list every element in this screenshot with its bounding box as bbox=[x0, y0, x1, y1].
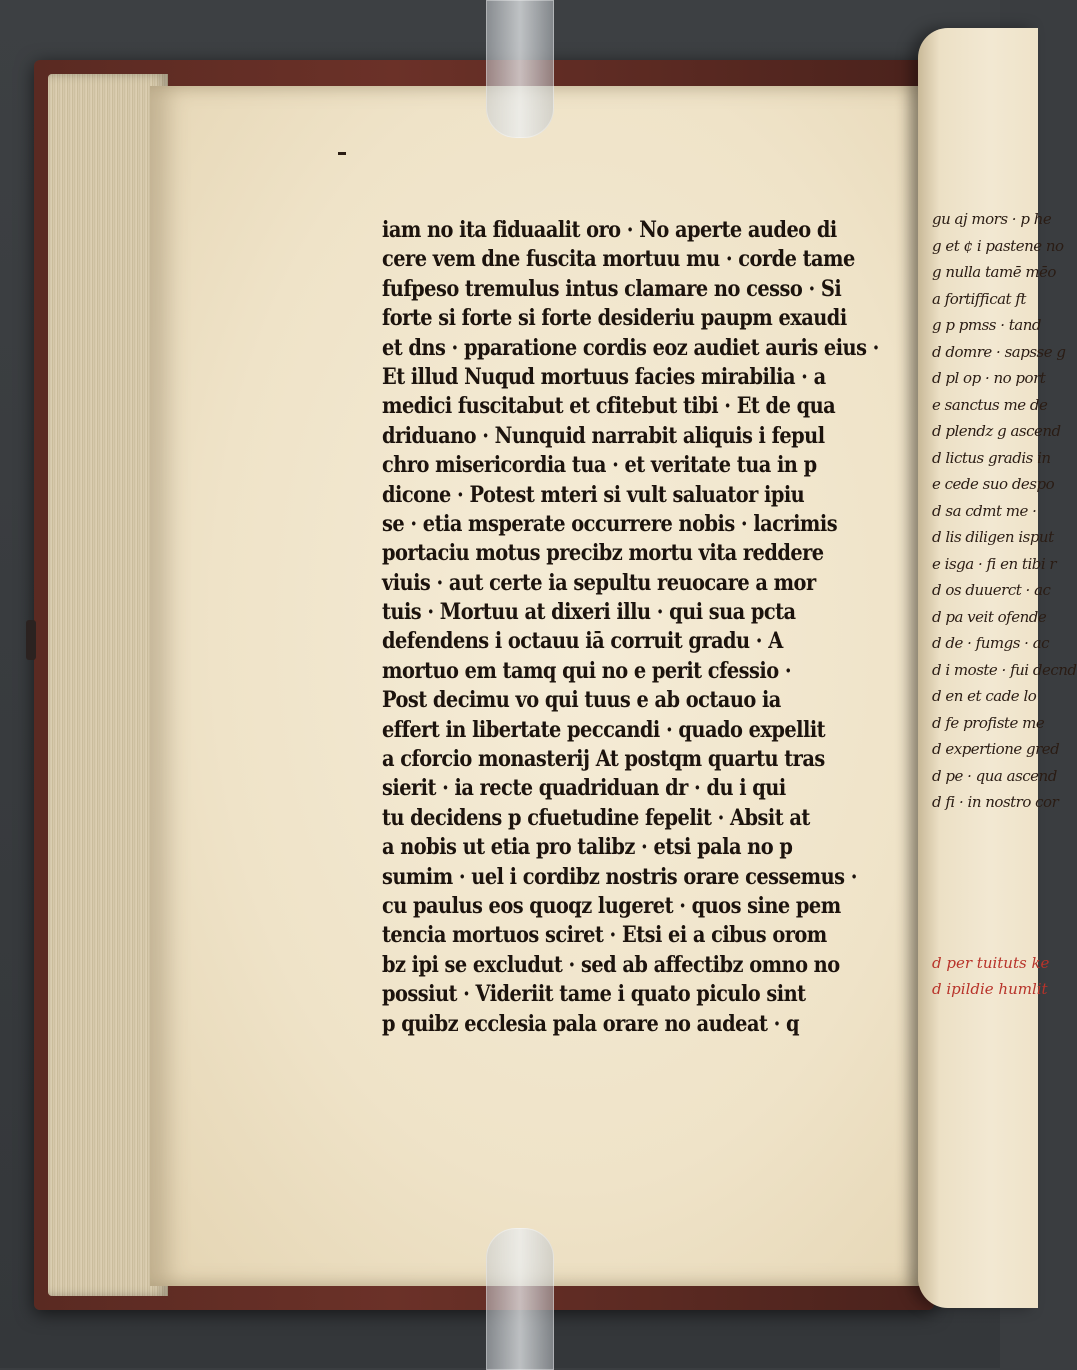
manuscript-line: Post decimu vo qui tuus e ab octauo ia bbox=[382, 687, 781, 714]
book-clasp bbox=[26, 620, 36, 660]
manuscript-line: cere vem dne fuscita mortuu mu · corde tame bbox=[382, 246, 855, 273]
recto-rubric: d per tuituts ke d ipildie humlit bbox=[932, 954, 1050, 998]
manuscript-line: mortuo em tamq qui no e perit cfessio · bbox=[382, 657, 792, 684]
manuscript-line: a cforcio monasterij At postqm quartu tras bbox=[382, 746, 825, 773]
manuscript-line: medici fuscitabut et cfitebut tibi · Et de qua bbox=[382, 393, 836, 420]
manuscript-line: defendens i octauu iā corruit gradu · A bbox=[382, 628, 783, 655]
manuscript-line: Et illud Nuqud mortuus facies mirabilia · a bbox=[382, 363, 826, 390]
manuscript-line: sierit · ia recte quadriduan dr · du i qui bbox=[382, 775, 786, 802]
manuscript-line: se · etia msperate occurrere nobis · lacrimis bbox=[382, 510, 838, 537]
manuscript-line: possiut · Videriit tame i quato piculo sint bbox=[382, 981, 806, 1008]
recto-text: gu aj mors · p he g et ¢ i pastene no g nulla tamē mēo a fortifficat ft g p pmss · tand d domre · sapsse g d pl op · no port e sanctus me de d plendz g ascend d lictus gradis in e cede suo despo d sa cdmt me · d lis diligen isput e isga · fi en tibi r d os duuerct · ac d pa veit ofende d de · fumgs · ac d i moste · fui decnd d en et cade lo d fe profiste me d expertione gred d pe · qua ascend d fi · in nostro cor bbox=[932, 210, 1077, 811]
manuscript-line: fufpeso tremulus intus clamare no cesso · Si bbox=[382, 275, 842, 302]
recto-page-edge bbox=[918, 28, 1077, 1308]
manuscript-line: a nobis ut etia pro talibz · etsi pala no p bbox=[382, 834, 793, 861]
manuscript-line: et dns · pparatione cordis eoz audiet auris eius · bbox=[382, 334, 879, 361]
manuscript-line: tuis · Mortuu at dixeri illu · qui sua pcta bbox=[382, 599, 796, 626]
manuscript-line: driduano · Nunquid narrabit aliquis i fepul bbox=[382, 422, 825, 449]
manuscript-line: tencia mortuos sciret · Etsi ei a cibus orom bbox=[382, 922, 827, 949]
manuscript-line: dicone · Potest mteri si vult saluator ipiu bbox=[382, 481, 805, 508]
manuscript-line: bz ipi se excludut · sed ab affectibz omno no bbox=[382, 951, 840, 978]
manuscript-line: iam no ita fiduaalit oro · No aperte audeo di bbox=[382, 217, 837, 243]
manuscript-line: p quibz ecclesia pala orare no audeat · q bbox=[382, 1010, 800, 1037]
page-mark bbox=[338, 152, 346, 155]
manuscript-line: effert in libertate peccandi · quado expellit bbox=[382, 716, 826, 743]
manuscript-line: viuis · aut certe ia sepultu reuocare a mor bbox=[382, 569, 816, 596]
bottom-page-clip bbox=[486, 1228, 554, 1370]
manuscript-line: portaciu motus precibz mortu vita reddere bbox=[382, 540, 824, 567]
manuscript-line: sumim · uel i cordibz nostris orare cessemus · bbox=[382, 863, 857, 890]
manuscript-line: chro misericordia tua · et veritate tua in p bbox=[382, 452, 817, 479]
top-page-clip bbox=[486, 0, 554, 138]
manuscript-line: forte si forte si forte desideriu paupm exaudi bbox=[382, 305, 847, 332]
manuscript-line: cu paulus eos quoqz lugeret · quos sine pem bbox=[382, 892, 841, 919]
manuscript-text-block bbox=[382, 216, 892, 1039]
manuscript-line: tu decidens p cfuetudine fepelit · Absit at bbox=[382, 804, 810, 831]
